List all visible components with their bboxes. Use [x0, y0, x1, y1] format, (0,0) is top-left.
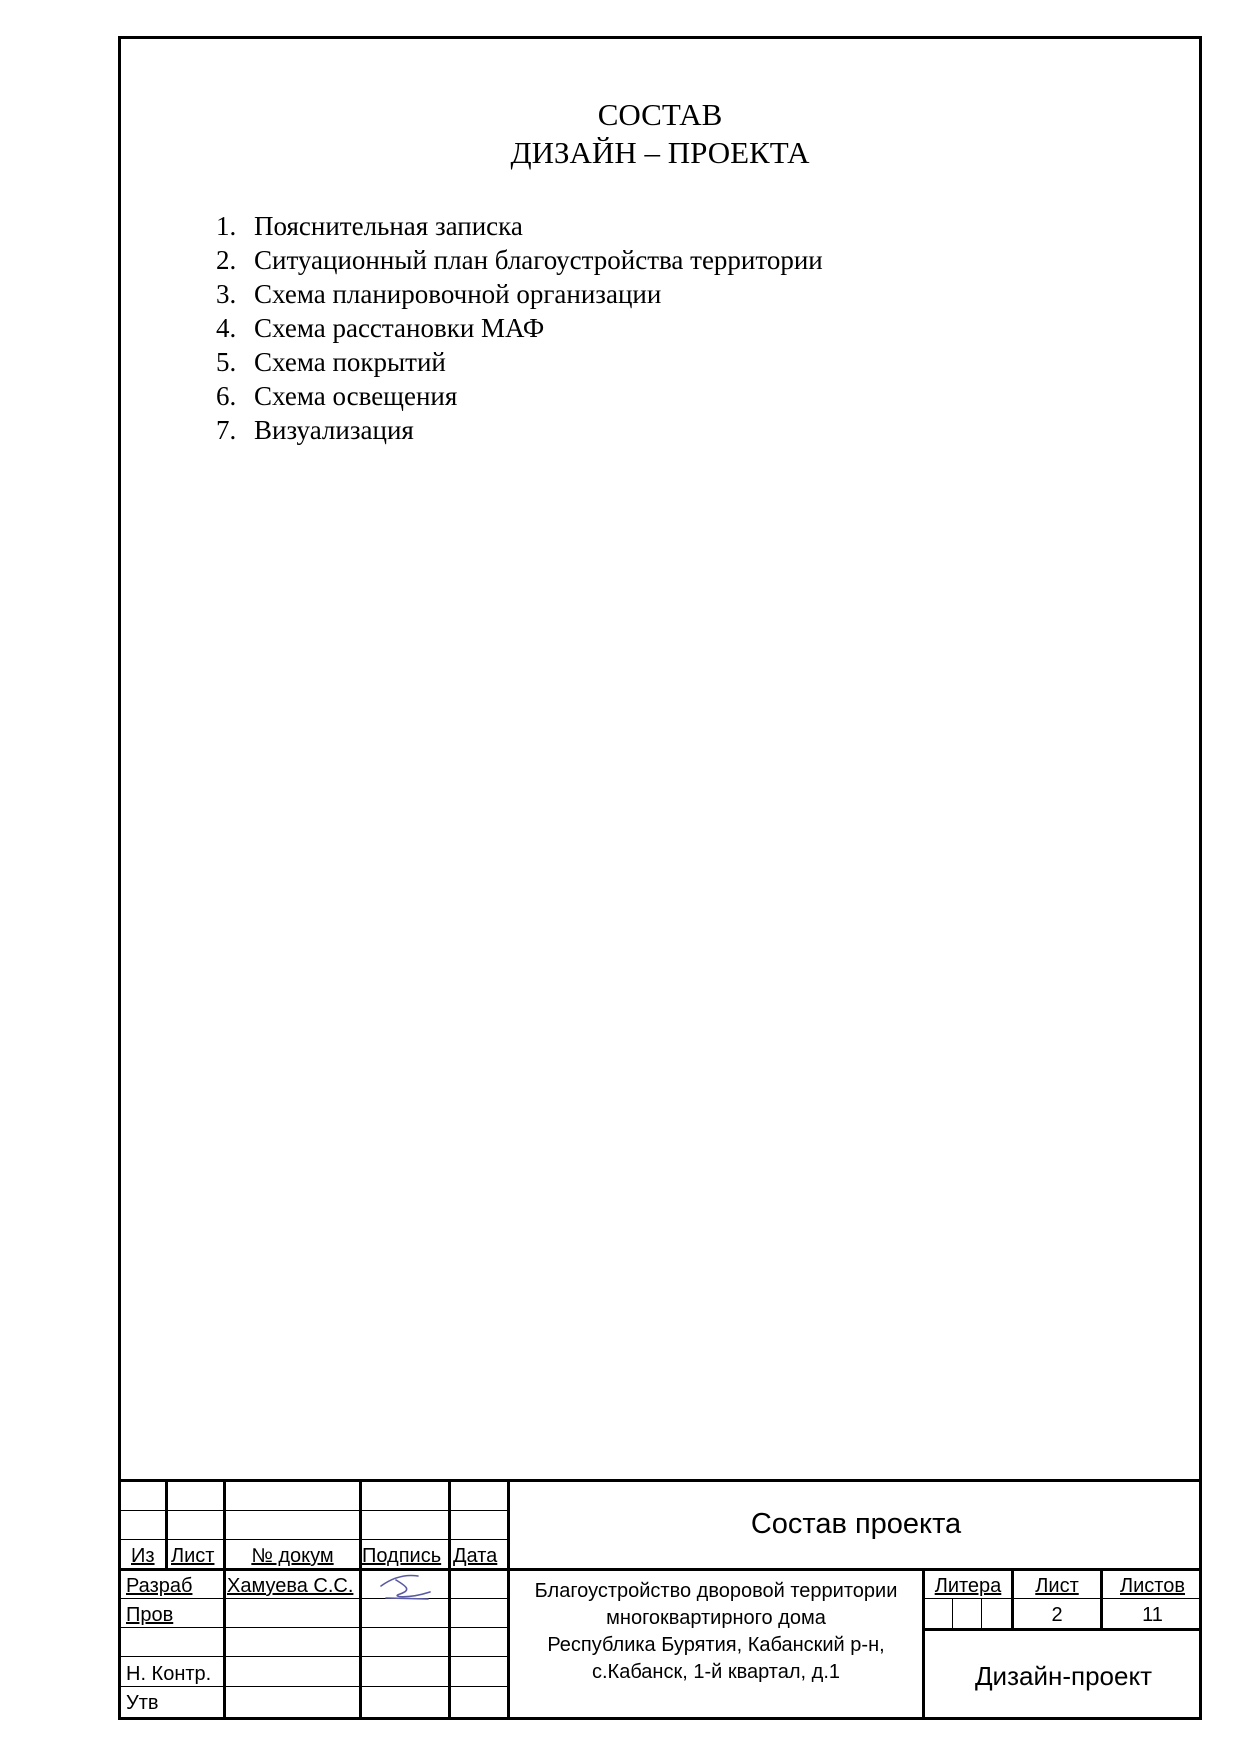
sheet-label: Лист	[1035, 1575, 1079, 1597]
sheets-total: 11	[1142, 1604, 1163, 1626]
title-line-1: СОСТАВ	[597, 97, 723, 132]
header-signature: Подпись	[362, 1545, 442, 1567]
list-item-text: Ситуационный план благоустройства территории	[254, 245, 823, 275]
sheets-label: Листов	[1120, 1575, 1185, 1597]
role-checker: Пров	[126, 1604, 174, 1626]
list-item-number: 3.	[216, 279, 237, 309]
list-item-text: Пояснительная записка	[254, 211, 523, 241]
header-izm: Из	[131, 1545, 155, 1567]
list-item-number: 7.	[216, 415, 237, 445]
list-item-number: 4.	[216, 313, 237, 343]
header-date: Дата	[453, 1545, 498, 1567]
list-item-text: Схема расстановки МАФ	[254, 313, 545, 343]
role-norm-control: Н. Контр.	[126, 1663, 212, 1685]
role-approver: Утв	[126, 1692, 159, 1714]
list-item-text: Схема освещения	[254, 381, 458, 411]
title-line-2: ДИЗАЙН – ПРОЕКТА	[510, 135, 810, 170]
list-item-number: 5.	[216, 347, 237, 377]
sheet-number: 2	[1051, 1604, 1063, 1626]
list-item-text: Схема планировочной организации	[254, 279, 662, 309]
list-item-number: 6.	[216, 381, 237, 411]
role-developer: Разраб	[126, 1575, 193, 1597]
list-item	[216, 311, 823, 345]
litera-label: Литера	[934, 1575, 1002, 1597]
list-item-text: Схема покрытий	[254, 347, 446, 377]
developer-name: Хамуева С.С.	[227, 1575, 354, 1597]
list-item-text: Визуализация	[254, 415, 414, 445]
drawing-sheet-frame	[118, 36, 1202, 1720]
project-line-2: многоквартирного дома	[606, 1607, 826, 1629]
header-list: Лист	[171, 1545, 215, 1567]
list-item	[216, 243, 823, 277]
list-item	[216, 277, 823, 311]
project-line-1: Благоустройство дворовой территории	[534, 1580, 898, 1602]
list-item-number: 2.	[216, 245, 237, 275]
project-line-3: Республика Бурятия, Кабанский р-н,	[547, 1634, 885, 1656]
list-item-number: 1.	[216, 211, 237, 241]
list-item	[216, 379, 823, 413]
sheet-title: Состав проекта	[750, 1508, 962, 1540]
header-doc-number: № докум	[251, 1545, 334, 1567]
list-item	[216, 209, 823, 243]
list-item	[216, 345, 823, 379]
project-line-4: с.Кабанск, 1-й квартал, д.1	[591, 1661, 841, 1683]
project-stage: Дизайн-проект	[974, 1661, 1153, 1691]
list-item	[216, 413, 823, 447]
contents-list	[216, 209, 823, 447]
